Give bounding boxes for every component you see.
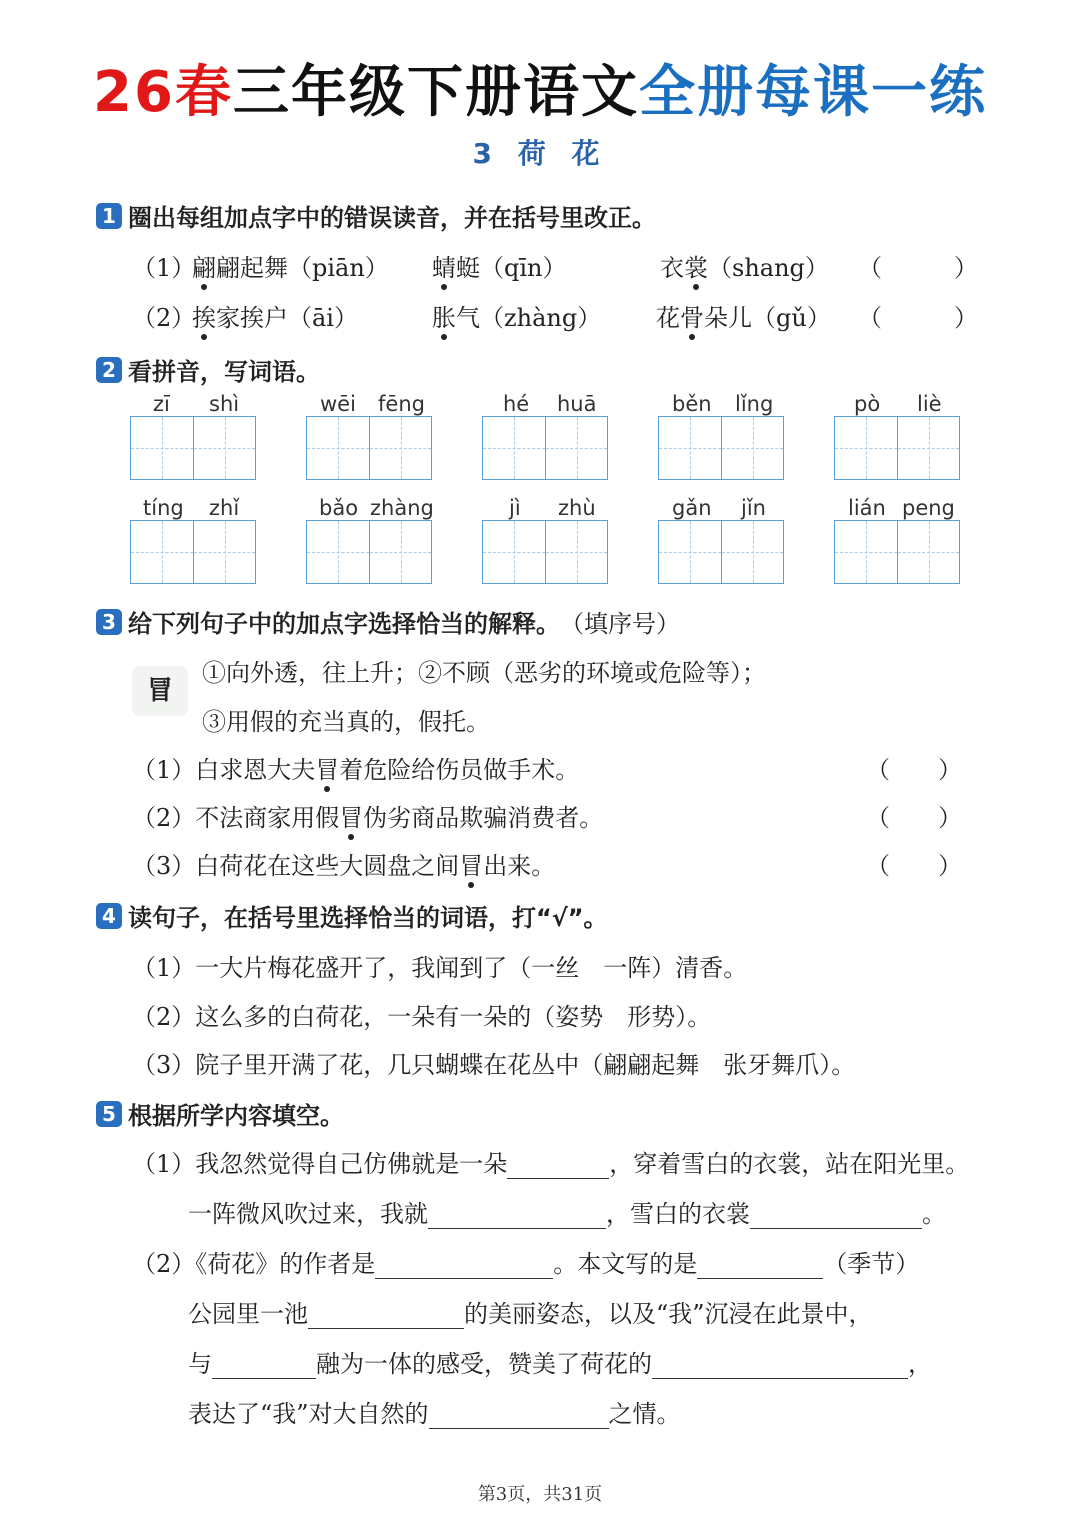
writing-grid[interactable] — [306, 520, 432, 584]
writing-grid[interactable] — [130, 520, 256, 584]
q3-title-note: （填序号） — [560, 610, 680, 638]
q1-row1-item3: 衣裳（shang） — [660, 254, 829, 282]
pinyin: pò — [854, 392, 881, 416]
pinyin: liè — [917, 392, 942, 416]
pinyin: běn — [672, 392, 712, 416]
q1-title: 圈出每组加点字中的错误读音，并在括号里改正。 — [128, 204, 656, 232]
q1-heading — [96, 198, 656, 233]
q3-answer-2[interactable]: （ ） — [866, 804, 962, 832]
fill-blank[interactable] — [212, 1352, 316, 1379]
q1-row1-item1: 翩翩起舞（piān） — [192, 254, 389, 282]
title-part-2: 三年级下册语文 — [232, 60, 639, 125]
lesson-title: 3 荷 花 — [472, 137, 608, 170]
title-part-1: 26春 — [93, 60, 233, 125]
q3-heading — [96, 604, 680, 639]
q1-row2-item3: 花骨朵儿（gǔ） — [656, 304, 831, 332]
pinyin: lǐng — [735, 392, 774, 416]
q5-number-badge: 5 — [96, 1101, 122, 1127]
q3-answer-3[interactable]: （ ） — [866, 852, 962, 880]
pinyin: hé — [503, 392, 530, 416]
q3-number-badge: 3 — [96, 609, 122, 635]
pinyin: zhǐ — [209, 496, 240, 520]
writing-grid[interactable] — [306, 416, 432, 480]
pinyin: zhàng — [370, 496, 434, 520]
q3-sentence-1: （1）白求恩大夫冒着危险给伤员做手术。 — [132, 756, 580, 784]
q4-sentence-3[interactable]: （3）院子里开满了花，几只蝴蝶在花丛中（翩翩起舞 张牙舞爪）。 — [132, 1051, 856, 1079]
q3-definitions-line1: ①向外透，往上升；②不顾（恶劣的环境或危险等）； — [202, 659, 766, 687]
q3-definitions-line2: ③用假的充当真的，假托。 — [202, 708, 490, 736]
q4-number-badge: 4 — [96, 903, 122, 929]
fill-blank[interactable] — [428, 1202, 606, 1229]
q1-row2-item1: 挨家挨户（āi） — [192, 304, 358, 332]
pinyin: zī — [153, 392, 170, 416]
q5-line-3: （2）《荷花》的作者是 。本文写的是 （季节） — [132, 1250, 920, 1278]
pinyin: jǐn — [741, 496, 766, 520]
fill-blank[interactable] — [375, 1252, 553, 1279]
q2-title: 看拼音，写词语。 — [128, 358, 320, 386]
q4-heading — [96, 898, 608, 933]
q4-sentence-2[interactable]: （2）这么多的白荷花，一朵有一朵的（姿势 形势）。 — [132, 1003, 712, 1031]
q5-title: 根据所学内容填空。 — [128, 1102, 344, 1130]
q1-row2-answer[interactable]: （ ） — [858, 304, 978, 332]
q3-char: 冒 — [132, 666, 188, 716]
q4-title: 读句子，在括号里选择恰当的词语，打“√”。 — [128, 904, 608, 932]
writing-grid[interactable] — [658, 416, 784, 480]
writing-grid[interactable] — [834, 416, 960, 480]
fill-blank[interactable] — [507, 1152, 609, 1179]
q5-line-5: 与 融为一体的感受，赞美了荷花的 ， — [188, 1350, 932, 1378]
pinyin: huā — [557, 392, 597, 416]
pinyin: wēi — [320, 392, 356, 416]
writing-grid[interactable] — [130, 416, 256, 480]
q1-row1-label: （1） — [132, 254, 196, 282]
title-part-3: 全册每课一练 — [638, 60, 987, 125]
q5-line-1: （1）我忽然觉得自己仿佛就是一朵 ，穿着雪白的衣裳，站在阳光里。 — [132, 1150, 970, 1178]
writing-grid[interactable] — [482, 520, 608, 584]
q3-sentence-2: （2）不法商家用假冒伪劣商品欺骗消费者。 — [132, 804, 604, 832]
q5-heading — [96, 1096, 344, 1131]
q5-line-6: 表达了“我”对大自然的 之情。 — [188, 1400, 681, 1428]
fill-blank[interactable] — [308, 1302, 464, 1329]
pinyin: fēng — [378, 392, 425, 416]
pinyin: peng — [902, 496, 955, 520]
q1-row1-item2: 蜻蜓（qīn） — [432, 254, 567, 282]
q2-heading — [96, 352, 320, 387]
page-title — [0, 48, 1080, 128]
q1-row1-answer[interactable]: （ ） — [858, 254, 978, 282]
fill-blank[interactable] — [429, 1402, 609, 1429]
pinyin: bǎo — [319, 496, 359, 520]
fill-blank[interactable] — [652, 1352, 908, 1379]
writing-grid[interactable] — [834, 520, 960, 584]
q1-row2-label: （2） — [132, 304, 196, 332]
q5-line-2: 一阵微风吹过来，我就 ，雪白的衣裳 。 — [188, 1200, 946, 1228]
q3-title: 给下列句子中的加点字选择恰当的解释。 — [128, 610, 560, 638]
q4-sentence-1[interactable]: （1）一大片梅花盛开了，我闻到了（一丝 一阵）清香。 — [132, 954, 748, 982]
fill-blank[interactable] — [697, 1252, 823, 1279]
q1-row2-item2: 胀气（zhàng） — [432, 304, 602, 332]
pinyin: gǎn — [672, 496, 712, 520]
pinyin: zhù — [558, 496, 596, 520]
fill-blank[interactable] — [750, 1202, 922, 1229]
pinyin: lián — [848, 496, 886, 520]
pinyin: jì — [509, 496, 521, 520]
page-number: 第3页，共31页 — [477, 1484, 603, 1505]
q1-number-badge: 1 — [96, 203, 122, 229]
pinyin: shì — [209, 392, 240, 416]
q5-line-4: 公园里一池 的美丽姿态，以及“我”沉浸在此景中， — [188, 1300, 873, 1328]
writing-grid[interactable] — [658, 520, 784, 584]
q3-sentence-3: （3）白荷花在这些大圆盘之间冒出来。 — [132, 852, 556, 880]
writing-grid[interactable] — [482, 416, 608, 480]
pinyin: tíng — [143, 496, 184, 520]
q2-number-badge: 2 — [96, 357, 122, 383]
q3-answer-1[interactable]: （ ） — [866, 756, 962, 784]
